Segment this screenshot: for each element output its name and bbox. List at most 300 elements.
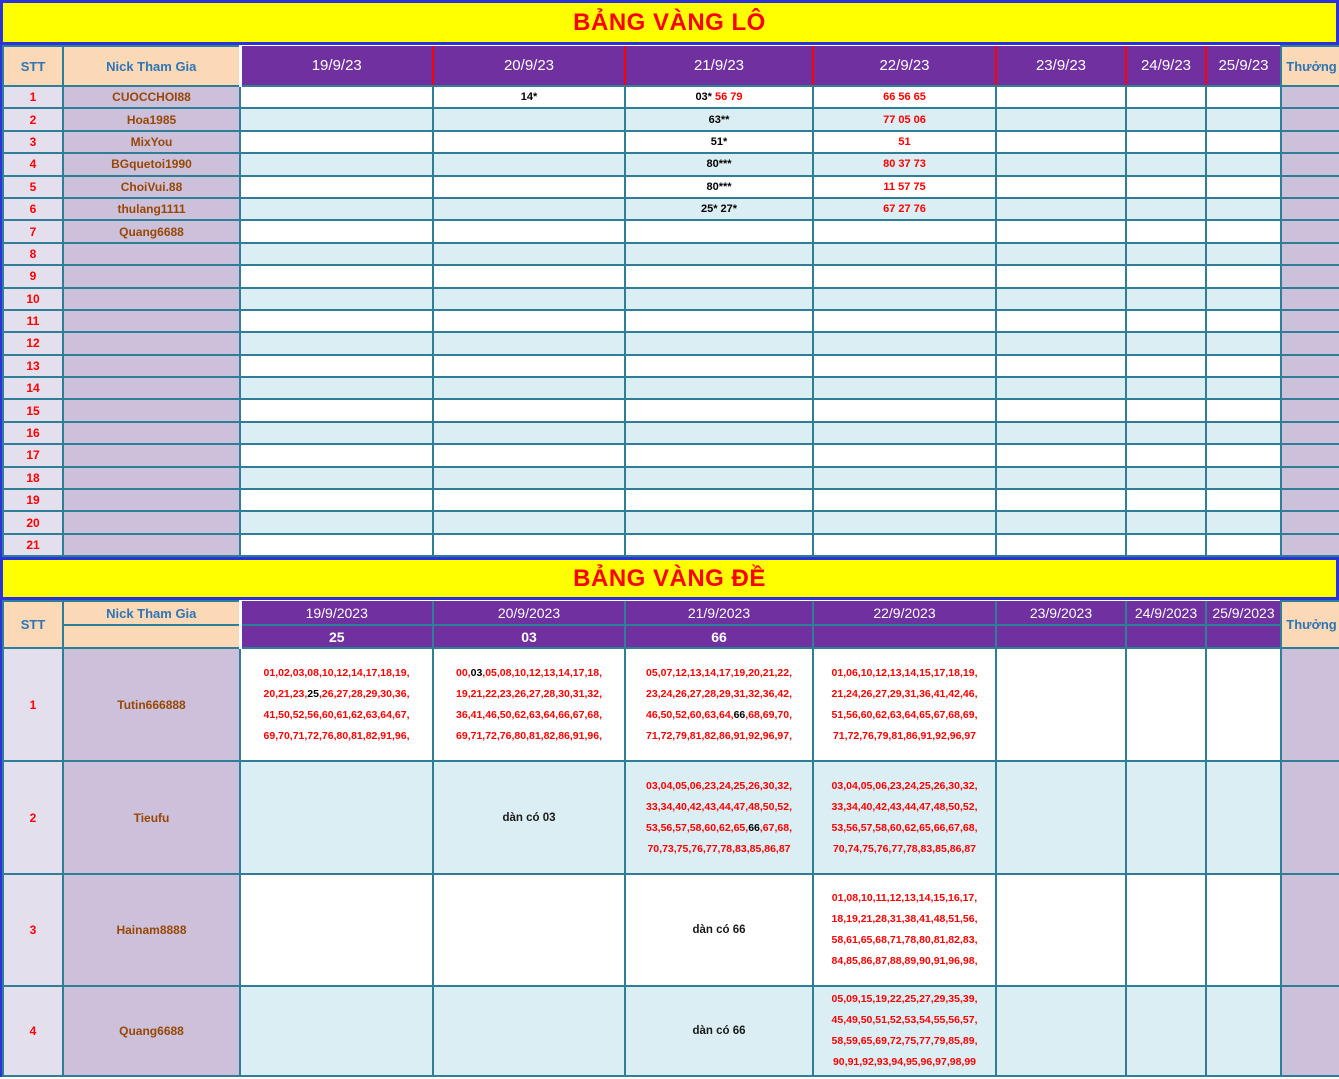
- nick-cell: thulang1111: [63, 198, 240, 220]
- value-segment: 19,21,22,23,26,27,28,30,31,32,: [456, 687, 602, 700]
- date-cell: [433, 422, 625, 444]
- date-cell: [625, 332, 813, 354]
- table-row: [3, 467, 1339, 489]
- date-cell: [433, 220, 625, 242]
- de-result-value: 25: [240, 625, 433, 648]
- de-table-frame: [0, 600, 1339, 1077]
- nick-cell: [63, 288, 240, 310]
- date-cell: [625, 422, 813, 444]
- nick-cell: ChoiVui.88: [63, 176, 240, 198]
- reward-cell: [1281, 648, 1339, 761]
- de-header-row: [3, 601, 1339, 625]
- date-cell: [625, 108, 813, 130]
- value-segment: 23,24,26,27,28,29,31,32,36,42,: [646, 687, 792, 700]
- date-cell: [996, 355, 1126, 377]
- date-cell: [433, 399, 625, 421]
- date-cell: [813, 243, 996, 265]
- date-cell: [240, 265, 433, 287]
- date-cell: [996, 399, 1126, 421]
- de-nick-subheader: [63, 625, 240, 648]
- date-cell: [1206, 332, 1281, 354]
- stt-cell: 3: [3, 131, 63, 153]
- number-line: [815, 951, 994, 972]
- number-list: [814, 661, 995, 749]
- nick-cell: [63, 332, 240, 354]
- lo-date-header: 19/9/23: [240, 46, 433, 86]
- date-cell: [1126, 131, 1206, 153]
- number-list: [626, 661, 812, 749]
- value-segment: ,68,69,70,: [745, 708, 792, 721]
- stt-cell: 8: [3, 243, 63, 265]
- date-cell: [813, 131, 996, 153]
- number-line: [815, 776, 994, 797]
- date-cell: [240, 444, 433, 466]
- value-segment: 41,50,52,56,60,61,62,63,64,67,: [263, 708, 410, 721]
- number-line: [242, 684, 431, 705]
- value-segment: 80***: [706, 180, 732, 193]
- date-cell: [625, 511, 813, 533]
- date-cell: [625, 467, 813, 489]
- date-cell: [996, 310, 1126, 332]
- lo-title: BẢNG VÀNG LÔ: [573, 8, 766, 36]
- date-cell: [1126, 243, 1206, 265]
- stt-cell: 9: [3, 265, 63, 287]
- date-cell: [625, 534, 813, 556]
- stt-cell: 21: [3, 534, 63, 556]
- reward-cell: [1281, 444, 1339, 466]
- stt-cell: 7: [3, 220, 63, 242]
- nick-cell: [63, 377, 240, 399]
- number-line: [242, 726, 431, 747]
- banner-de: [0, 557, 1339, 600]
- date-cell: [996, 648, 1126, 761]
- value-segment: 21,24,26,27,29,31,36,41,42,46,: [831, 687, 978, 700]
- value-segment: 80 37 73: [883, 158, 926, 171]
- nick-cell: [63, 511, 240, 533]
- lo-nick-header: Nick Tham Gia: [63, 46, 240, 86]
- reward-cell: [1281, 467, 1339, 489]
- date-cell: [240, 377, 433, 399]
- date-cell: [433, 153, 625, 175]
- table-row: [3, 874, 1339, 986]
- de-result-value: [813, 625, 996, 648]
- reward-cell: [1281, 874, 1339, 986]
- date-cell: [813, 198, 996, 220]
- number-line: [435, 705, 623, 726]
- number-line: [815, 839, 994, 860]
- value-segment: 25* 27*: [700, 203, 738, 216]
- number-line: [435, 684, 623, 705]
- date-cell: [625, 986, 813, 1076]
- de-date-header: 21/9/2023: [625, 601, 813, 625]
- date-cell: [996, 243, 1126, 265]
- date-cell: [813, 176, 996, 198]
- date-cell: [996, 288, 1126, 310]
- date-cell: [240, 761, 433, 874]
- reward-cell: [1281, 355, 1339, 377]
- nick-cell: [63, 399, 240, 421]
- de-result-row: [3, 625, 1339, 648]
- date-cell: [813, 288, 996, 310]
- nick-cell: Quang6688: [63, 220, 240, 242]
- lo-header-row: [3, 46, 1339, 86]
- nick-cell: [63, 467, 240, 489]
- lo-date-header: 25/9/23: [1206, 46, 1281, 86]
- value-segment: 00,: [456, 666, 471, 679]
- date-cell: [625, 310, 813, 332]
- lo-table-frame: [0, 45, 1339, 557]
- nick-cell: [63, 310, 240, 332]
- date-cell: [1206, 377, 1281, 399]
- date-cell: [1206, 198, 1281, 220]
- value-segment: ,05,08,10,12,13,14,17,18,: [482, 666, 602, 679]
- date-cell: [1206, 467, 1281, 489]
- date-cell: [1126, 534, 1206, 556]
- table-row: [3, 220, 1339, 242]
- date-cell: [1206, 355, 1281, 377]
- date-cell: [1206, 444, 1281, 466]
- date-cell: [1126, 198, 1206, 220]
- number-line: [815, 1010, 994, 1031]
- reward-cell: [1281, 534, 1339, 556]
- banner-lo: [0, 0, 1339, 45]
- note-text: dàn có 66: [692, 1025, 746, 1038]
- date-cell: [625, 761, 813, 874]
- date-cell: [433, 648, 625, 761]
- date-cell: [1206, 288, 1281, 310]
- date-cell: [433, 131, 625, 153]
- nick-cell: Hainam8888: [63, 874, 240, 986]
- date-cell: [625, 489, 813, 511]
- date-cell: [813, 534, 996, 556]
- number-list: [626, 774, 812, 862]
- date-cell: [996, 489, 1126, 511]
- date-cell: [625, 399, 813, 421]
- date-cell: [1206, 511, 1281, 533]
- date-cell: [996, 108, 1126, 130]
- date-cell: [996, 153, 1126, 175]
- value-segment: 01,06,10,12,13,14,15,17,18,19,: [831, 666, 978, 679]
- reward-cell: [1281, 243, 1339, 265]
- nick-cell: [63, 444, 240, 466]
- value-segment: 51: [898, 135, 911, 148]
- date-cell: [240, 355, 433, 377]
- value-segment: 25: [307, 687, 319, 700]
- date-cell: [996, 220, 1126, 242]
- table-row: [3, 444, 1339, 466]
- stt-cell: 18: [3, 467, 63, 489]
- date-cell: [1126, 511, 1206, 533]
- table-row: [3, 310, 1339, 332]
- date-cell: [1206, 761, 1281, 874]
- table-row: [3, 355, 1339, 377]
- reward-cell: [1281, 153, 1339, 175]
- date-cell: [813, 399, 996, 421]
- date-cell: [1126, 153, 1206, 175]
- date-cell: [1126, 377, 1206, 399]
- lo-body: [3, 86, 1339, 556]
- number-line: [627, 684, 811, 705]
- de-date-header: 24/9/2023: [1126, 601, 1206, 625]
- date-cell: [813, 874, 996, 986]
- date-cell: [1206, 220, 1281, 242]
- date-cell: [996, 198, 1126, 220]
- date-cell: [1206, 310, 1281, 332]
- nick-cell: BGquetoi1990: [63, 153, 240, 175]
- date-cell: [996, 511, 1126, 533]
- date-cell: [1126, 265, 1206, 287]
- date-cell: [1126, 355, 1206, 377]
- nick-cell: [63, 422, 240, 444]
- date-cell: [625, 444, 813, 466]
- date-cell: [996, 176, 1126, 198]
- date-cell: [240, 220, 433, 242]
- date-cell: [1126, 399, 1206, 421]
- table-row: [3, 332, 1339, 354]
- date-cell: [240, 489, 433, 511]
- date-cell: [1206, 265, 1281, 287]
- value-segment: 05,07,12,13,14,17,19,20,21,22,: [646, 666, 792, 679]
- value-segment: 58,59,65,69,72,75,77,79,85,89,: [831, 1035, 978, 1048]
- table-row: [3, 422, 1339, 444]
- note-text: dàn có 03: [502, 811, 556, 824]
- date-cell: [1126, 176, 1206, 198]
- lo-date-header: 23/9/23: [996, 46, 1126, 86]
- date-cell: [996, 874, 1126, 986]
- date-cell: [1206, 648, 1281, 761]
- stt-cell: 15: [3, 399, 63, 421]
- value-segment: 01,02,03,08,10,12,14,17,18,19,: [263, 666, 410, 679]
- date-cell: [1206, 153, 1281, 175]
- date-cell: [1126, 310, 1206, 332]
- date-cell: [240, 422, 433, 444]
- de-stt-header: STT: [3, 601, 63, 648]
- de-date-header: 20/9/2023: [433, 601, 625, 625]
- number-line: [815, 818, 994, 839]
- value-segment: 33,34,40,42,43,44,47,48,50,52,: [831, 800, 978, 813]
- nick-cell: [63, 355, 240, 377]
- date-cell: [1206, 108, 1281, 130]
- value-segment: 67 27 76: [883, 203, 926, 216]
- table-row: [3, 86, 1339, 108]
- date-cell: [813, 444, 996, 466]
- table-row: [3, 131, 1339, 153]
- date-cell: [813, 265, 996, 287]
- date-cell: [433, 288, 625, 310]
- value-segment: 51,56,60,62,63,64,65,67,68,69,: [831, 708, 978, 721]
- reward-cell: [1281, 310, 1339, 332]
- date-cell: [1206, 243, 1281, 265]
- nick-cell: Tieufu: [63, 761, 240, 874]
- lo-date-header: 20/9/23: [433, 46, 625, 86]
- value-segment: 36,41,46,50,62,63,64,66,67,68,: [456, 708, 602, 721]
- date-cell: [996, 265, 1126, 287]
- value-segment: 33,34,40,42,43,44,47,48,50,52,: [646, 800, 792, 813]
- date-cell: [625, 198, 813, 220]
- number-line: [815, 726, 994, 747]
- table-row: [3, 198, 1339, 220]
- date-cell: [240, 467, 433, 489]
- date-cell: [240, 131, 433, 153]
- date-cell: [996, 444, 1126, 466]
- nick-cell: Tutin666888: [63, 648, 240, 761]
- number-line: [242, 663, 431, 684]
- date-cell: [1206, 176, 1281, 198]
- lo-table: [2, 45, 1339, 557]
- de-result-value: [996, 625, 1126, 648]
- reward-cell: [1281, 265, 1339, 287]
- reward-cell: [1281, 986, 1339, 1076]
- value-segment: ,67,68,: [759, 821, 792, 834]
- value-segment: 51*: [710, 135, 728, 148]
- date-cell: [625, 355, 813, 377]
- date-cell: [625, 874, 813, 986]
- value-segment: 69,70,71,72,76,80,81,82,91,96,: [263, 729, 410, 742]
- date-cell: [433, 534, 625, 556]
- value-segment: 03*: [695, 91, 716, 104]
- reward-cell: [1281, 399, 1339, 421]
- date-cell: [813, 986, 996, 1076]
- stt-cell: 3: [3, 874, 63, 986]
- value-segment: 70,73,75,76,77,78,83,85,86,87: [647, 842, 791, 855]
- date-cell: [433, 467, 625, 489]
- date-cell: [240, 153, 433, 175]
- value-segment: 20,21,23,: [263, 687, 308, 700]
- date-cell: [433, 198, 625, 220]
- number-line: [627, 726, 811, 747]
- date-cell: [240, 511, 433, 533]
- value-segment: 03,04,05,06,23,24,25,26,30,32,: [831, 779, 978, 792]
- number-list: [814, 886, 995, 974]
- stt-cell: 4: [3, 986, 63, 1076]
- date-cell: [813, 86, 996, 108]
- de-reward-header: Thưởng: [1281, 601, 1339, 648]
- reward-cell: [1281, 332, 1339, 354]
- date-cell: [813, 489, 996, 511]
- reward-cell: [1281, 422, 1339, 444]
- number-line: [627, 839, 811, 860]
- value-segment: 66 56 65: [883, 91, 926, 104]
- value-segment: 14*: [520, 91, 538, 104]
- date-cell: [1206, 131, 1281, 153]
- date-cell: [1126, 874, 1206, 986]
- date-cell: [1126, 986, 1206, 1076]
- date-cell: [625, 131, 813, 153]
- number-line: [815, 705, 994, 726]
- nick-cell: Hoa1985: [63, 108, 240, 130]
- number-list: [814, 987, 995, 1075]
- value-segment: 71,72,79,81,82,86,91,92,96,97,: [646, 729, 792, 742]
- nick-cell: MixYou: [63, 131, 240, 153]
- value-segment: 46,50,52,60,63,64,: [646, 708, 734, 721]
- stt-cell: 10: [3, 288, 63, 310]
- number-list: [814, 774, 995, 862]
- date-cell: [813, 220, 996, 242]
- value-segment: 71,72,76,79,81,86,91,92,96,97: [832, 729, 977, 742]
- stt-cell: 2: [3, 761, 63, 874]
- reward-cell: [1281, 176, 1339, 198]
- date-cell: [433, 108, 625, 130]
- reward-cell: [1281, 511, 1339, 533]
- table-row: [3, 534, 1339, 556]
- date-cell: [1206, 422, 1281, 444]
- reward-cell: [1281, 108, 1339, 130]
- date-cell: [996, 467, 1126, 489]
- value-segment: 63**: [708, 113, 730, 126]
- de-result-value: 66: [625, 625, 813, 648]
- de-nick-header: Nick Tham Gia: [63, 601, 240, 625]
- stt-cell: 2: [3, 108, 63, 130]
- number-line: [627, 705, 811, 726]
- date-cell: [813, 422, 996, 444]
- date-cell: [433, 243, 625, 265]
- date-cell: [813, 648, 996, 761]
- value-segment: 53,56,57,58,60,62,65,: [646, 821, 749, 834]
- date-cell: [996, 761, 1126, 874]
- number-line: [815, 909, 994, 930]
- de-table: [2, 600, 1339, 1077]
- date-cell: [625, 153, 813, 175]
- note-text: dàn có 66: [692, 924, 746, 937]
- value-segment: 56 79: [715, 91, 743, 104]
- table-row: [3, 176, 1339, 198]
- de-result-value: [1206, 625, 1281, 648]
- de-title: BẢNG VÀNG ĐỀ: [573, 564, 766, 592]
- number-line: [815, 663, 994, 684]
- stt-cell: 4: [3, 153, 63, 175]
- date-cell: [433, 511, 625, 533]
- date-cell: [813, 332, 996, 354]
- date-cell: [1206, 399, 1281, 421]
- stt-cell: 16: [3, 422, 63, 444]
- date-cell: [625, 265, 813, 287]
- date-cell: [1126, 220, 1206, 242]
- number-line: [627, 797, 811, 818]
- stt-cell: 14: [3, 377, 63, 399]
- de-date-header: 23/9/2023: [996, 601, 1126, 625]
- table-row: [3, 243, 1339, 265]
- table-row: [3, 399, 1339, 421]
- table-row: [3, 377, 1339, 399]
- value-segment: 53,56,57,58,60,62,65,66,67,68,: [831, 821, 978, 834]
- number-line: [815, 797, 994, 818]
- date-cell: [625, 176, 813, 198]
- table-row: [3, 288, 1339, 310]
- value-segment: 01,08,10,11,12,13,14,15,16,17,: [831, 892, 978, 905]
- table-row: [3, 986, 1339, 1076]
- value-segment: 66: [733, 708, 746, 721]
- date-cell: [813, 467, 996, 489]
- number-line: [815, 1031, 994, 1052]
- lo-date-header: 24/9/23: [1126, 46, 1206, 86]
- date-cell: [240, 176, 433, 198]
- date-cell: [433, 489, 625, 511]
- date-cell: [996, 422, 1126, 444]
- date-cell: [996, 131, 1126, 153]
- date-cell: [433, 332, 625, 354]
- date-cell: [433, 310, 625, 332]
- date-cell: [996, 332, 1126, 354]
- date-cell: [240, 399, 433, 421]
- date-cell: [625, 220, 813, 242]
- date-cell: [433, 874, 625, 986]
- reward-cell: [1281, 198, 1339, 220]
- lo-stt-header: STT: [3, 46, 63, 86]
- number-list: [434, 661, 624, 749]
- date-cell: [240, 288, 433, 310]
- date-cell: [996, 377, 1126, 399]
- nick-cell: Quang6688: [63, 986, 240, 1076]
